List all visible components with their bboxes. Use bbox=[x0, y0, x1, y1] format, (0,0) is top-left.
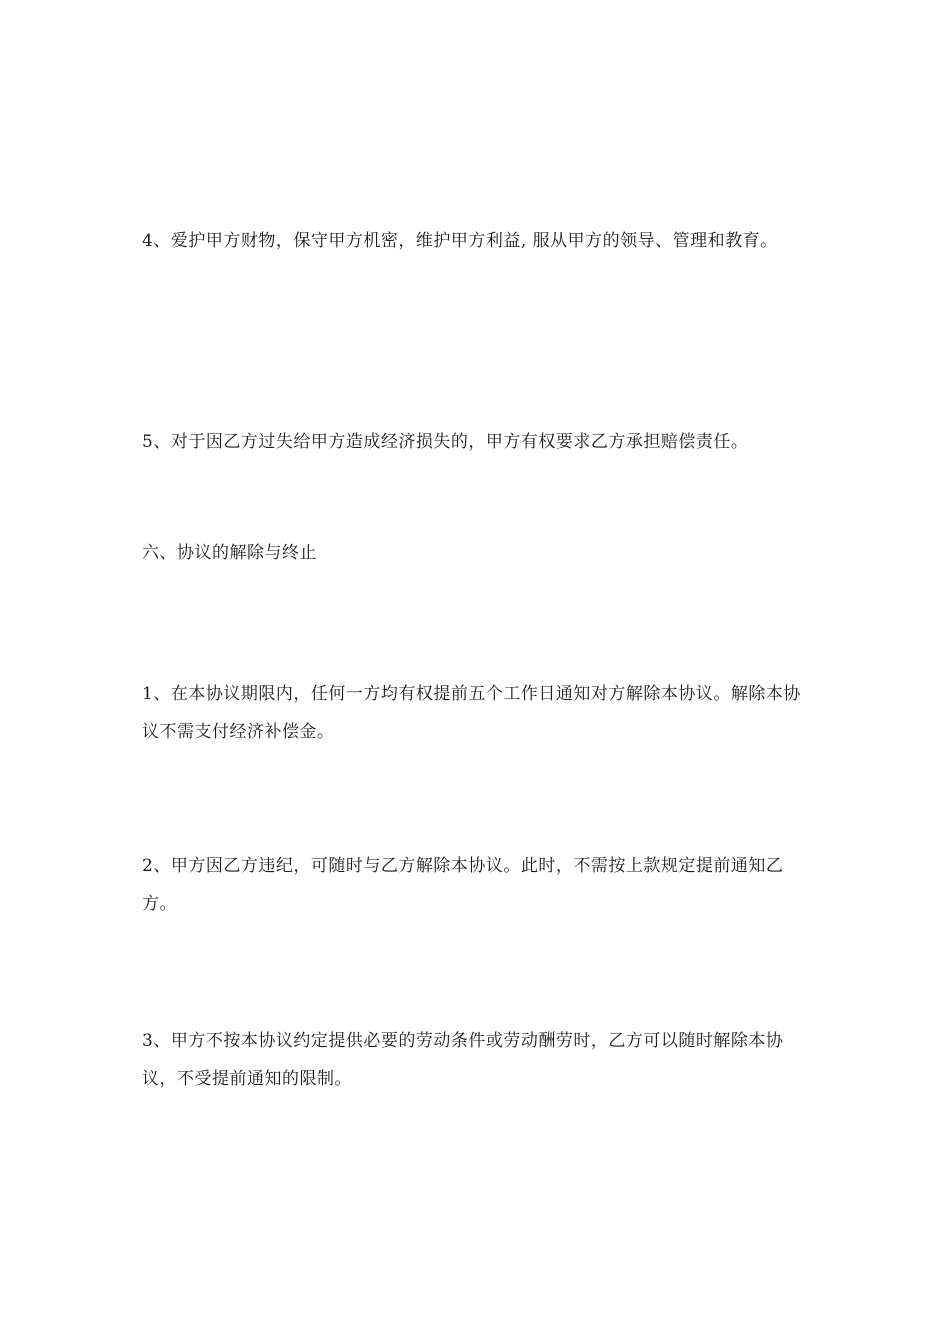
section-heading-termination: 六、协议的解除与终止 bbox=[142, 543, 317, 563]
clause-5-compensation: 5、对于因乙方过失给甲方造成经济损失的，甲方有权要求乙方承担赔偿责任。 bbox=[142, 432, 749, 452]
clause-4-duties: 4、爱护甲方财物，保守甲方机密，维护甲方利益, 服从甲方的领导、管理和教育。 bbox=[142, 231, 778, 251]
termination-clause-2: 2、甲方因乙方违纪，可随时与乙方解除本协议。此时，不需按上款规定提前通知乙方。 bbox=[142, 856, 784, 914]
termination-clause-3: 3、甲方不按本协议约定提供必要的劳动条件或劳动酬劳时，乙方可以随时解除本协议，不受提前通知的限制。 bbox=[142, 1031, 784, 1089]
termination-clause-1: 1、在本协议期限内，任何一方均有权提前五个工作日通知对方解除本协议。解除本协议不需支付经济补偿金。 bbox=[142, 684, 801, 742]
